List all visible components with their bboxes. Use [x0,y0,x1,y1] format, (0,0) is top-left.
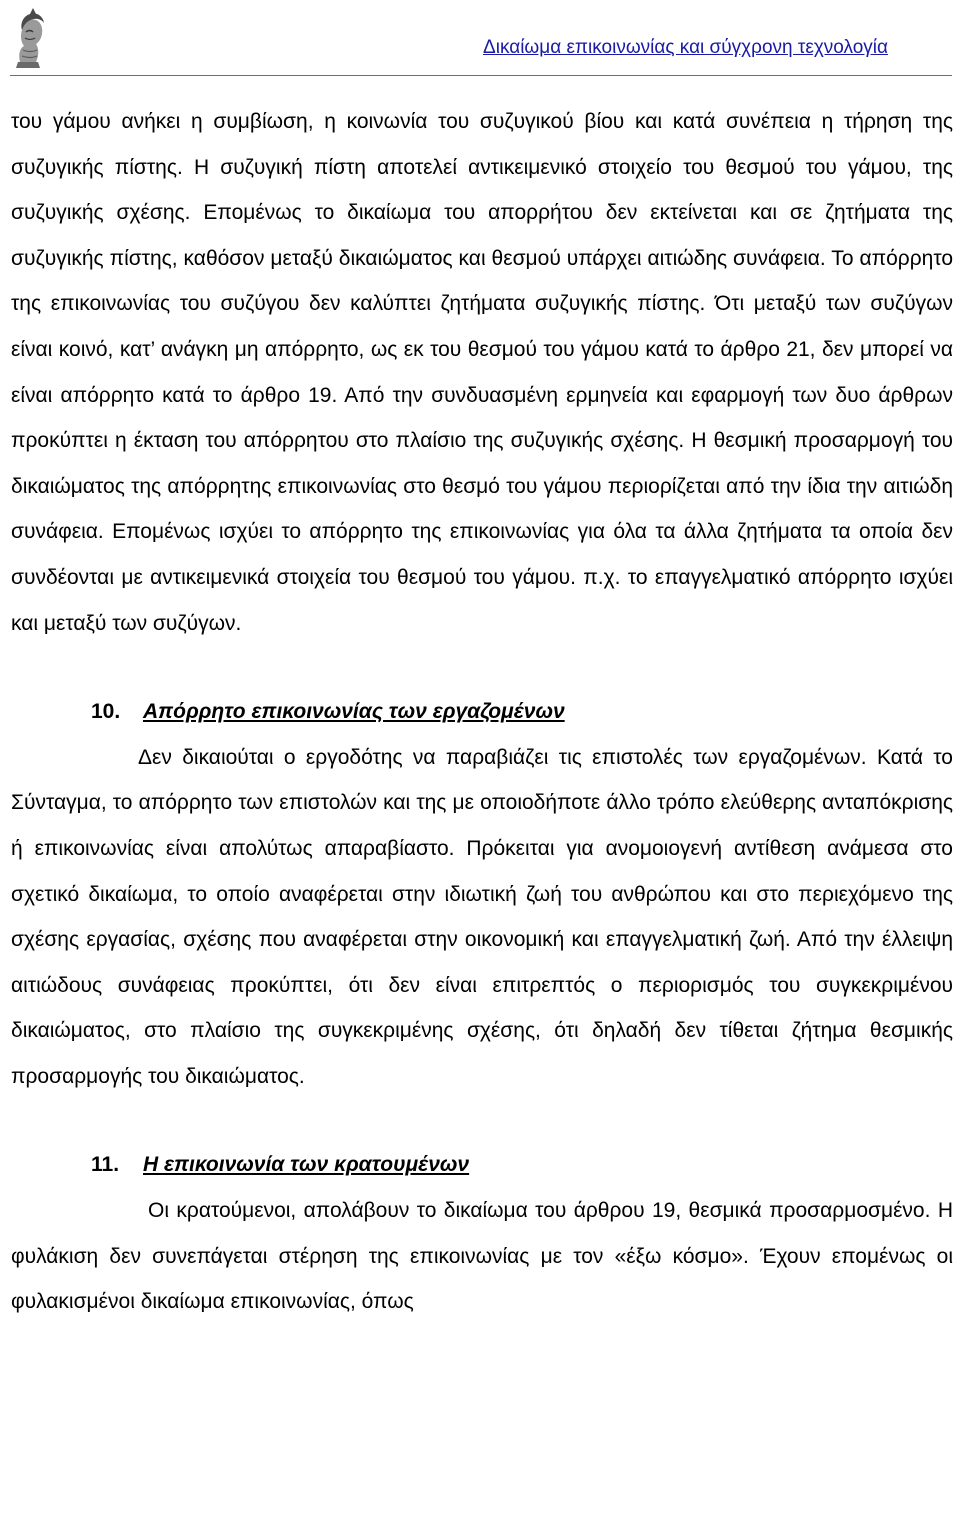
section-heading-11 [11,1142,953,1188]
running-title: Δικαίωμα επικοινωνίας και σύγχρονη τεχνολογία [483,37,888,58]
paragraph-prisoners-communication: Οι κρατούμενοι, απολάβουν το δικαίωμα του άρθρου 19, θεσμικά προσαρμοσμένο. Η φυλάκιση δεν συνεπάγεται στέρηση της επικοινωνίας με τον «έξω κόσμο». Έχουν επομένως οι φυλακισμένοι δικαίωμα επικοινωνίας, όπως [11,1199,953,1314]
classical-bust-logo-icon [6,6,50,74]
page-header [0,0,960,80]
section-heading-10 [11,689,953,735]
paragraph-workers-privacy: Δεν δικαιούται ο εργοδότης να παραβιάζει τις επιστολές των εργαζομένων. Κατά το Σύνταγμα, το απόρρητο των επιστολών και της με οποιοδήποτε άλλο τρόπο ελεύθερης ανταπόκρισης ή επικοινωνίας είναι απολύτως απαραβίαστο. Πρόκειται για ανομοιογενή αντίθεση ανάμεσα στο σχετικό δικαίωμα, το οποίο αναφέρεται στην ιδιωτική ζωή του ανθρώπου και στο περιεχόμενο της σχέσης εργασίας, σχέσης που αναφέρεται στην οικονομική και επαγγελματική ζωή. Από την έλλειψη αιτιώδους συνάφειας προκύπτει, ότι δεν είναι επιτρεπτός ο περιορισμός του συγκεκριμένου δικαιώματος, στο πλαίσιο της συγκεκριμένης σχέσης, ότι δηλαδή δεν τίθεται ζήτημα θεσμικής προσαρμογής του δικαιώματος. [11,745,953,1088]
document-body [11,99,953,1325]
paragraph-marriage-privacy: του γάμου ανήκει η συμβίωση, η κοινωνία του συζυγικού βίου και κατά συνέπεια η τήρηση της συζυγικής πίστης. Η συζυγική πίστη αποτελεί αντικειμενικό στοιχείο του θεσμού του γάμου, της συζυγικής σχέσης. Επομένως το δικαίωμα του απορρήτου δεν εκτείνεται και σε ζητήματα της συζυγικής πίστης, καθόσον μεταξύ δικαιώματος και θεσμού υπάρχει αιτιώδης συνάφεια. Το απόρρητο της επικοινωνίας του συζύγου δεν καλύπτει ζητήματα συζυγικής πίστης. Ότι μεταξύ των συζύγων είναι κοινό, κατ’ ανάγκη μη απόρρητο, ως εκ του θεσμού του γάμου κατά το άρθρο 21, δεν μπορεί να είναι απόρρητο κατά το άρθρο 19. Από την συνδυασμένη ερμηνεία και εφαρμογή των δυο άρθρων προκύπτει η έκταση του απόρρητου στο πλαίσιο της συζυγικής σχέσης. Η θεσμική προσαρμογή του δικαιώματος της απόρρητης επικοινωνίας στο θεσμό του γάμου περιορίζεται από την ίδια την αιτιώδη συνάφεια. Επομένως ισχύει το απόρρητο της επικοινωνίας για όλα τα άλλα ζητήματα τα οποία δεν συνδέονται με αντικειμενικά στοιχεία του θεσμού του γάμου. π.χ. το επαγγελματικό απόρρητο ισχύει και μεταξύ των συζύγων. [11,110,953,635]
section-number-11: 11. [91,1153,120,1177]
section-title-11: Η επικοινωνία των κρατουμένων [143,1153,470,1177]
header-rule [10,75,952,76]
section-number-10: 10. [91,700,121,724]
section-title-10: Απόρρητο επικοινωνίας των εργαζομένων [143,700,565,724]
